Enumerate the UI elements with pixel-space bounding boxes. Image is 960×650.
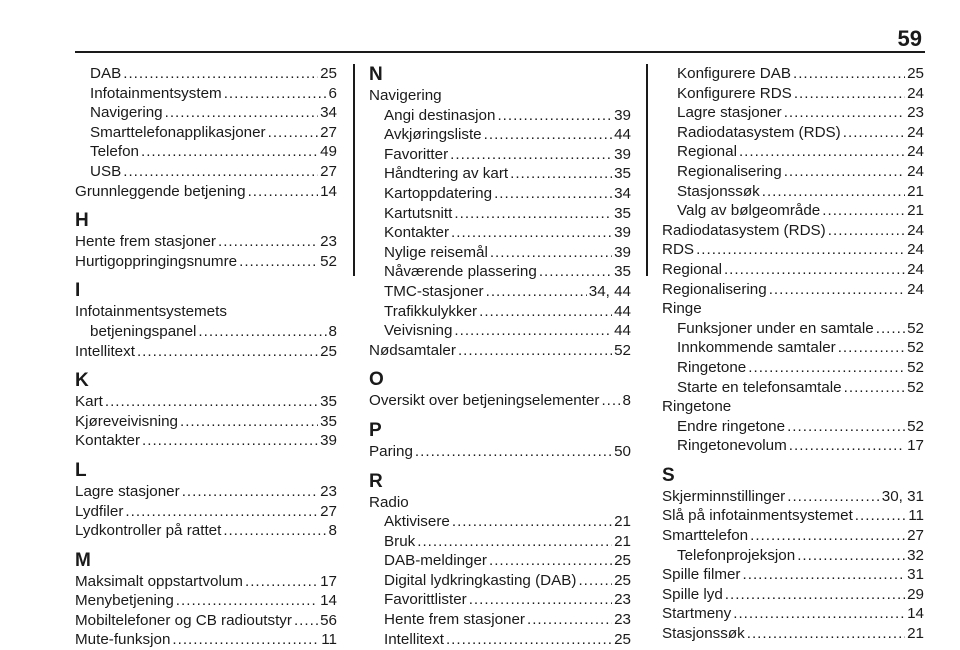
index-group-heading: Ringe bbox=[662, 300, 702, 318]
index-subentry bbox=[75, 162, 337, 182]
index-entry bbox=[75, 392, 337, 412]
dot-leader bbox=[180, 412, 318, 432]
dot-leader bbox=[268, 123, 318, 143]
index-subentry bbox=[75, 64, 337, 84]
index-entry bbox=[75, 502, 337, 522]
entry-term: Innkommende samtaler bbox=[677, 339, 836, 357]
entry-page-number: 27 bbox=[907, 527, 924, 545]
index-subentry bbox=[369, 321, 631, 341]
dot-leader bbox=[141, 142, 318, 162]
entry-term: Radiodatasystem (RDS) bbox=[662, 221, 826, 239]
entry-page-number: 21 bbox=[907, 625, 924, 643]
index-letter-heading: S bbox=[662, 464, 675, 486]
index-entry bbox=[662, 240, 924, 260]
index-entry bbox=[662, 221, 924, 241]
entry-term: Telefon bbox=[90, 143, 139, 161]
entry-term: Avkjøringsliste bbox=[384, 126, 482, 144]
dot-leader bbox=[527, 610, 612, 630]
entry-page-number: 31 bbox=[907, 566, 924, 584]
dot-leader bbox=[510, 164, 612, 184]
entry-page-number: 39 bbox=[614, 106, 631, 124]
dot-leader bbox=[123, 162, 318, 182]
dot-leader bbox=[484, 125, 612, 145]
entry-term: Intellitext bbox=[75, 342, 135, 360]
index-subentry bbox=[662, 319, 924, 339]
dot-leader bbox=[497, 106, 612, 126]
entry-page-number: 52 bbox=[614, 341, 631, 359]
entry-term: Favorittlister bbox=[384, 591, 467, 609]
entry-page-number: 8 bbox=[622, 392, 631, 410]
entry-term: Stasjonssøk bbox=[677, 182, 760, 200]
entry-page-number: 44 bbox=[614, 126, 631, 144]
entry-page-number: 49 bbox=[320, 143, 337, 161]
index-entry bbox=[75, 412, 337, 432]
entry-page-number: 29 bbox=[907, 585, 924, 603]
entry-term: Maksimalt oppstartvolum bbox=[75, 572, 243, 590]
dot-leader bbox=[855, 506, 906, 526]
entry-term: Favoritter bbox=[384, 145, 449, 163]
index-subentry bbox=[369, 610, 631, 630]
index-entry bbox=[662, 624, 924, 644]
dot-leader bbox=[454, 204, 612, 224]
index-subentry bbox=[662, 378, 924, 398]
index-letter-heading: K bbox=[75, 370, 89, 392]
entry-page-number: 39 bbox=[614, 224, 631, 242]
dot-leader bbox=[218, 232, 318, 252]
entry-term: Kartutsnitt bbox=[384, 204, 453, 222]
index-entry bbox=[662, 280, 924, 300]
entry-page-number: 32 bbox=[907, 546, 924, 564]
entry-page-number: 8 bbox=[328, 322, 337, 340]
index-entry bbox=[662, 506, 924, 526]
dot-leader bbox=[739, 142, 905, 162]
index-subentry bbox=[662, 142, 924, 162]
index-subentry bbox=[369, 551, 631, 571]
entry-term: USB bbox=[90, 162, 122, 180]
entry-page-number: 14 bbox=[320, 592, 337, 610]
index-entry bbox=[662, 526, 924, 546]
entry-page-number: 23 bbox=[614, 591, 631, 609]
dot-leader bbox=[794, 84, 905, 104]
entry-term: Navigering bbox=[90, 104, 163, 122]
index-subentry bbox=[369, 262, 631, 282]
index-subentry bbox=[662, 546, 924, 566]
index-subentry bbox=[369, 184, 631, 204]
entry-term: Ringetonevolum bbox=[677, 437, 787, 455]
entry-term: Nåværende plassering bbox=[384, 263, 537, 281]
dot-leader bbox=[769, 280, 905, 300]
dot-leader bbox=[223, 521, 326, 541]
entry-page-number: 52 bbox=[907, 319, 924, 337]
index-entry bbox=[369, 341, 631, 361]
dot-leader bbox=[578, 571, 612, 591]
entry-term: Paring bbox=[369, 442, 413, 460]
entry-term: Mobiltelefoner og CB radioutstyr bbox=[75, 611, 292, 629]
entry-page-number: 35 bbox=[320, 412, 337, 430]
entry-page-number: 23 bbox=[907, 104, 924, 122]
index-entry bbox=[75, 431, 337, 451]
dot-leader bbox=[123, 64, 318, 84]
dot-leader bbox=[105, 392, 318, 412]
dot-leader bbox=[239, 252, 318, 272]
entry-page-number: 17 bbox=[907, 437, 924, 455]
entry-term: Regionalisering bbox=[677, 162, 782, 180]
dot-leader bbox=[787, 417, 905, 437]
dot-leader bbox=[165, 103, 318, 123]
dot-leader bbox=[793, 64, 905, 84]
entry-page-number: 21 bbox=[614, 513, 631, 531]
dot-leader bbox=[417, 532, 612, 552]
index-letter-heading: M bbox=[75, 549, 91, 571]
index-subentry bbox=[369, 125, 631, 145]
dot-leader bbox=[696, 240, 905, 260]
dot-leader bbox=[248, 182, 319, 202]
dot-leader bbox=[748, 358, 905, 378]
entry-page-number: 52 bbox=[907, 358, 924, 376]
index-entry bbox=[75, 521, 337, 541]
dot-leader bbox=[494, 184, 612, 204]
entry-term: Regional bbox=[677, 143, 737, 161]
entry-page-number: 11 bbox=[321, 631, 337, 649]
entry-term: Hente frem stasjoner bbox=[384, 611, 525, 629]
dot-leader bbox=[451, 223, 612, 243]
entry-page-number: 6 bbox=[328, 84, 337, 102]
index-entry bbox=[75, 252, 337, 272]
index-subentry bbox=[662, 358, 924, 378]
dot-leader bbox=[822, 201, 905, 221]
dot-leader bbox=[172, 630, 319, 650]
index-entry bbox=[75, 342, 337, 362]
entry-term: Kart bbox=[75, 393, 103, 411]
entry-term: Konfigurere RDS bbox=[677, 84, 792, 102]
dot-leader bbox=[489, 551, 612, 571]
index-letter-heading: I bbox=[75, 280, 81, 302]
dot-leader bbox=[245, 572, 318, 592]
index-subentry bbox=[75, 142, 337, 162]
index-subentry bbox=[369, 590, 631, 610]
entry-term: Mute-funksjon bbox=[75, 631, 171, 649]
entry-term: Lagre stasjoner bbox=[677, 104, 782, 122]
dot-leader bbox=[733, 604, 905, 624]
entry-term: DAB bbox=[90, 65, 122, 82]
page-number: 59 bbox=[897, 26, 922, 51]
entry-page-number: 8 bbox=[328, 522, 337, 540]
entry-term: Radiodatasystem (RDS) bbox=[677, 123, 841, 141]
entry-term: Endre ringetone bbox=[677, 417, 786, 435]
entry-page-number: 24 bbox=[907, 280, 924, 298]
entry-page-number: 35 bbox=[320, 393, 337, 411]
dot-leader bbox=[725, 585, 905, 605]
index-subentry bbox=[369, 282, 631, 302]
index-entry bbox=[662, 604, 924, 624]
index-subentry bbox=[75, 103, 337, 123]
entry-page-number: 25 bbox=[907, 65, 924, 82]
entry-term: RDS bbox=[662, 241, 695, 259]
entry-term: Trafikkulykker bbox=[384, 302, 478, 320]
header-rule bbox=[75, 51, 925, 53]
entry-term: Funksjoner under en samtale bbox=[677, 319, 874, 337]
dot-leader bbox=[458, 341, 612, 361]
index-subentry bbox=[369, 302, 631, 322]
entry-term: Telefonprojeksjon bbox=[677, 546, 796, 564]
entry-page-number: 52 bbox=[907, 417, 924, 435]
entry-term: Skjerminnstillinger bbox=[662, 487, 786, 505]
entry-page-number: 52 bbox=[907, 378, 924, 396]
entry-page-number: 27 bbox=[320, 123, 337, 141]
dot-leader bbox=[452, 512, 612, 532]
dot-leader bbox=[539, 262, 612, 282]
entry-page-number: 24 bbox=[907, 260, 924, 278]
entry-page-number: 25 bbox=[614, 630, 631, 648]
entry-page-number: 24 bbox=[907, 143, 924, 161]
index-entry bbox=[75, 572, 337, 592]
index-subentry bbox=[369, 164, 631, 184]
dot-leader bbox=[224, 84, 327, 104]
entry-page-number: 35 bbox=[614, 165, 631, 183]
index-subentry bbox=[662, 182, 924, 202]
index-subentry bbox=[662, 162, 924, 182]
index-subentry bbox=[662, 84, 924, 104]
dot-leader bbox=[762, 182, 905, 202]
entry-term: Nylige reisemål bbox=[384, 243, 488, 261]
index-entry bbox=[662, 487, 924, 507]
index-subentry bbox=[369, 145, 631, 165]
entry-page-number: 39 bbox=[614, 243, 631, 261]
index-group-heading: Infotainmentsystemets bbox=[75, 303, 227, 321]
entry-page-number: 56 bbox=[320, 611, 337, 629]
index-entry bbox=[75, 611, 337, 631]
index-column-1 bbox=[75, 64, 337, 650]
entry-page-number: 25 bbox=[320, 65, 337, 82]
entry-term: Hente frem stasjoner bbox=[75, 233, 216, 251]
index-subentry bbox=[75, 84, 337, 104]
column-divider-1 bbox=[353, 64, 355, 276]
entry-page-number: 11 bbox=[908, 507, 924, 525]
index-entry bbox=[75, 232, 337, 252]
entry-page-number: 39 bbox=[614, 145, 631, 163]
dot-leader bbox=[490, 243, 612, 263]
index-subentry bbox=[75, 123, 337, 143]
entry-term: Startmeny bbox=[662, 605, 732, 623]
dot-leader bbox=[142, 431, 318, 451]
dot-leader bbox=[182, 482, 318, 502]
entry-term: Grunnleggende betjening bbox=[75, 182, 246, 200]
index-subentry bbox=[662, 338, 924, 358]
entry-term: Veivisning bbox=[384, 322, 453, 340]
entry-page-number: 21 bbox=[907, 182, 924, 200]
index-letter-heading: N bbox=[369, 64, 383, 85]
entry-term: Valg av bølgeområde bbox=[677, 202, 821, 220]
dot-leader bbox=[415, 442, 612, 462]
entry-page-number: 27 bbox=[320, 162, 337, 180]
entry-term: Håndtering av kart bbox=[384, 165, 509, 183]
entry-page-number: 34 bbox=[320, 104, 337, 122]
entry-page-number: 24 bbox=[907, 241, 924, 259]
index-subentry bbox=[75, 322, 337, 342]
entry-page-number: 44 bbox=[614, 302, 631, 320]
entry-page-number: 25 bbox=[320, 342, 337, 360]
entry-term: Hurtigoppringingsnumre bbox=[75, 252, 238, 270]
index-entry bbox=[75, 591, 337, 611]
index-subentry bbox=[369, 243, 631, 263]
index-subentry bbox=[369, 532, 631, 552]
dot-leader bbox=[469, 590, 612, 610]
entry-page-number: 52 bbox=[907, 339, 924, 357]
index-entry bbox=[75, 630, 337, 650]
entry-page-number: 44 bbox=[614, 322, 631, 340]
dot-leader bbox=[828, 221, 905, 241]
index-letter-heading: R bbox=[369, 470, 383, 492]
dot-leader bbox=[601, 391, 620, 411]
entry-page-number: 24 bbox=[907, 221, 924, 239]
dot-leader bbox=[125, 502, 318, 522]
index-subentry bbox=[662, 64, 924, 84]
index-subentry bbox=[662, 201, 924, 221]
entry-term: Infotainmentsystem bbox=[90, 84, 222, 102]
index-subentry bbox=[369, 106, 631, 126]
entry-term: Starte en telefonsamtale bbox=[677, 378, 842, 396]
entry-page-number: 21 bbox=[614, 532, 631, 550]
index-subentry bbox=[369, 204, 631, 224]
dot-leader bbox=[743, 565, 906, 585]
entry-term: Slå på infotainmentsystemet bbox=[662, 507, 853, 525]
index-subentry bbox=[662, 417, 924, 437]
entry-page-number: 35 bbox=[614, 263, 631, 281]
index-entry bbox=[75, 482, 337, 502]
index-subentry bbox=[662, 123, 924, 143]
index-entry bbox=[75, 182, 337, 202]
entry-page-number: 25 bbox=[614, 571, 631, 589]
dot-leader bbox=[784, 103, 905, 123]
entry-page-number: 23 bbox=[320, 482, 337, 500]
column-divider-2 bbox=[646, 64, 648, 276]
entry-term: DAB-meldinger bbox=[384, 552, 487, 570]
index-subentry bbox=[662, 103, 924, 123]
index-entry bbox=[662, 565, 924, 585]
dot-leader bbox=[876, 319, 905, 339]
entry-term: Lagre stasjoner bbox=[75, 482, 180, 500]
index-entry bbox=[662, 260, 924, 280]
entry-term: Oversikt over betjeningselementer bbox=[369, 392, 600, 410]
entry-term: Kontakter bbox=[75, 432, 141, 450]
dot-leader bbox=[137, 342, 318, 362]
index-column-3 bbox=[662, 64, 924, 644]
index-letter-heading: O bbox=[369, 369, 384, 391]
entry-page-number: 24 bbox=[907, 84, 924, 102]
entry-page-number: 35 bbox=[614, 204, 631, 222]
index-column-2 bbox=[369, 64, 631, 649]
index-letter-heading: L bbox=[75, 459, 87, 481]
index-subentry bbox=[662, 436, 924, 456]
dot-leader bbox=[844, 378, 905, 398]
entry-term: Lydfiler bbox=[75, 502, 124, 520]
entry-term: Lydkontroller på rattet bbox=[75, 522, 222, 540]
dot-leader bbox=[176, 591, 318, 611]
entry-page-number: 21 bbox=[907, 202, 924, 220]
entry-term: Smarttelefonapplikasjoner bbox=[90, 123, 266, 141]
index-group-heading: Navigering bbox=[369, 87, 442, 104]
dot-leader bbox=[486, 282, 587, 302]
entry-page-number: 27 bbox=[320, 502, 337, 520]
dot-leader bbox=[450, 145, 612, 165]
index-subentry bbox=[369, 630, 631, 650]
entry-term: Menybetjening bbox=[75, 592, 174, 610]
entry-term: Smarttelefon bbox=[662, 527, 749, 545]
dot-leader bbox=[750, 526, 905, 546]
entry-term: Intellitext bbox=[384, 630, 444, 648]
entry-term: Bruk bbox=[384, 532, 416, 550]
index-subentry bbox=[369, 223, 631, 243]
entry-page-number: 34, 44 bbox=[588, 282, 631, 300]
dot-leader bbox=[747, 624, 905, 644]
dot-leader bbox=[843, 123, 905, 143]
entry-page-number: 30, 31 bbox=[881, 487, 924, 505]
entry-term: Konfigurere DAB bbox=[677, 65, 791, 82]
dot-leader bbox=[294, 611, 318, 631]
entry-term: betjeningspanel bbox=[90, 322, 197, 340]
entry-term: Regionalisering bbox=[662, 280, 767, 298]
index-entry bbox=[662, 585, 924, 605]
entry-term: Nødsamtaler bbox=[369, 341, 456, 359]
entry-page-number: 14 bbox=[320, 182, 337, 200]
entry-term: TMC-stasjoner bbox=[384, 282, 484, 300]
entry-page-number: 34 bbox=[614, 184, 631, 202]
index-letter-heading: H bbox=[75, 210, 89, 232]
entry-term: Kartoppdatering bbox=[384, 184, 493, 202]
entry-term: Kontakter bbox=[384, 224, 450, 242]
entry-page-number: 14 bbox=[907, 605, 924, 623]
entry-page-number: 39 bbox=[320, 432, 337, 450]
entry-term: Spille filmer bbox=[662, 566, 741, 584]
index-entry bbox=[369, 391, 631, 411]
index-entry bbox=[369, 442, 631, 462]
dot-leader bbox=[789, 436, 905, 456]
dot-leader bbox=[454, 321, 612, 341]
dot-leader bbox=[198, 322, 326, 342]
index-subentry bbox=[369, 512, 631, 532]
dot-leader bbox=[446, 630, 612, 650]
dot-leader bbox=[838, 338, 905, 358]
index-subentry bbox=[369, 571, 631, 591]
index-letter-heading: P bbox=[369, 419, 382, 441]
entry-term: Digital lydkringkasting (DAB) bbox=[384, 571, 577, 589]
entry-page-number: 24 bbox=[907, 123, 924, 141]
entry-term: Regional bbox=[662, 260, 722, 278]
entry-page-number: 52 bbox=[320, 252, 337, 270]
entry-page-number: 23 bbox=[614, 611, 631, 629]
index-group-heading: Ringetone bbox=[662, 398, 732, 416]
entry-page-number: 50 bbox=[614, 442, 631, 460]
dot-leader bbox=[724, 260, 905, 280]
index-group-heading: Radio bbox=[369, 493, 409, 511]
dot-leader bbox=[784, 162, 905, 182]
entry-page-number: 17 bbox=[320, 572, 337, 590]
dot-leader bbox=[797, 546, 905, 566]
entry-term: Ringetone bbox=[677, 358, 747, 376]
entry-page-number: 24 bbox=[907, 162, 924, 180]
entry-term: Kjøreveivisning bbox=[75, 412, 178, 430]
entry-page-number: 25 bbox=[614, 552, 631, 570]
entry-term: Aktivisere bbox=[384, 513, 450, 531]
entry-page-number: 23 bbox=[320, 233, 337, 251]
dot-leader bbox=[787, 487, 880, 507]
entry-term: Stasjonssøk bbox=[662, 625, 745, 643]
entry-term: Angi destinasjon bbox=[384, 106, 496, 124]
entry-term: Spille lyd bbox=[662, 585, 723, 603]
dot-leader bbox=[479, 302, 612, 322]
